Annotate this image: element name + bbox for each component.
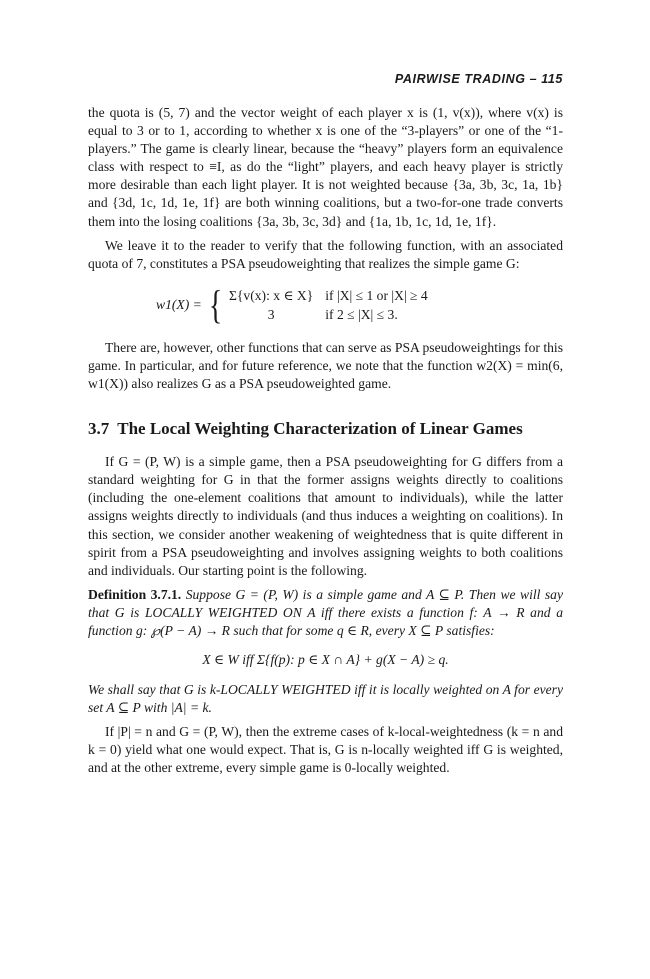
- running-header: PAIRWISE TRADING – 115: [394, 72, 563, 86]
- section-heading: [88, 419, 563, 439]
- paragraph-extreme-cases: If |P| = n and G = (P, W), then the extreme cases of k-local-weightedness (k = n and k = 0) yield what one would expect. That is, G is n-locally weighted iff G is weighted, and at the other extreme, every simple game is 0-locally weighted.: [88, 724, 563, 776]
- case-row: [229, 306, 438, 323]
- case-cond: if |X| ≤ 1 or |X| ≥ 4: [325, 287, 428, 303]
- equation-w1: [156, 281, 563, 327]
- paragraph-other-functions: There are, however, other functions that can serve as PSA pseudoweightings for this game. In particular, and for future reference, we note that the function w2(X) = min(6, w1(X)) also realizes G as a PSA pseudoweighted game.: [88, 339, 563, 392]
- paragraph-psa-intro: We leave it to the reader to verify that the following function, with an associated quota of 7, constitutes a PSA pseudoweighting that realizes the simple game G:: [88, 237, 563, 271]
- equation-lhs: w1(X) =: [156, 297, 202, 313]
- paragraph-quota: the quota is (5, 7) and the vector weight of each player x is (1, v(x)), where v(x) is equal to 3 or to 1, according to whether x is one of the “3-players” or one of the “1-players.” The game is clearly linear, because the “heavy” players form an equivalence class with respect to ≡I, as do the “light” players, and each heavy player is strictly more desirable than each light player. It is not weighted because {3a, 3b, 3c, 1a, 1b} and {3d, 1c, 1d, 1e, 1f} are both winning coalitions, but a two-for-one trade converts them into the losing coalitions {3a, 3b, 3c, 3d} and {1a, 1b, 1c, 1d, 1e, 1f}.: [88, 105, 563, 229]
- definition-equation: X ∈ W iff Σ{f(p): p ∈ X ∩ A} + g(X − A) ≥ q.: [202, 652, 449, 668]
- section-number: 3.7: [88, 419, 110, 439]
- definition-text: Suppose G = (P, W) is a simple game and A ⊆ P. Then we will say that G is LOCALLY WEIGHTED ON A iff there exists a function f: A → R and a function g: ℘(P − A) → R such that for some q ∈ R, every X ⊆ P satisfies:: [88, 586, 564, 638]
- section-title: The Local Weighting Characterization of Linear Games: [117, 419, 523, 439]
- brace-icon: {: [208, 281, 223, 327]
- case-row: [229, 287, 438, 304]
- case-cond: if 2 ≤ |X| ≤ 3.: [325, 306, 398, 322]
- definition-label: Definition 3.7.1.: [88, 586, 182, 602]
- case-expr: Σ{v(x): x ∈ X}: [229, 287, 314, 303]
- definition-block: [88, 586, 563, 640]
- paragraph-section-intro: If G = (P, W) is a simple game, then a PSA pseudoweighting for G differs from a standard weighting for G in that the former assigns weights directly to coalitions (including the one-element coalitions that amount to individuals), while the latter assigns weights directly to individuals (and thus induces a weighting on coalitions). In this section, we consider another weakening of weightedness that is quite different in spirit from a PSA pseudoweighting and involves assigning weights to both coalitions and individuals. Our starting point is the following.: [88, 454, 563, 578]
- page-body: [88, 104, 563, 778]
- equation-cases: [227, 285, 440, 325]
- definition-followup: We shall say that G is k-LOCALLY WEIGHTED iff it is locally weighted on A for every set A ⊆ P with |A| = k.: [88, 682, 563, 716]
- case-expr: 3: [267, 306, 275, 322]
